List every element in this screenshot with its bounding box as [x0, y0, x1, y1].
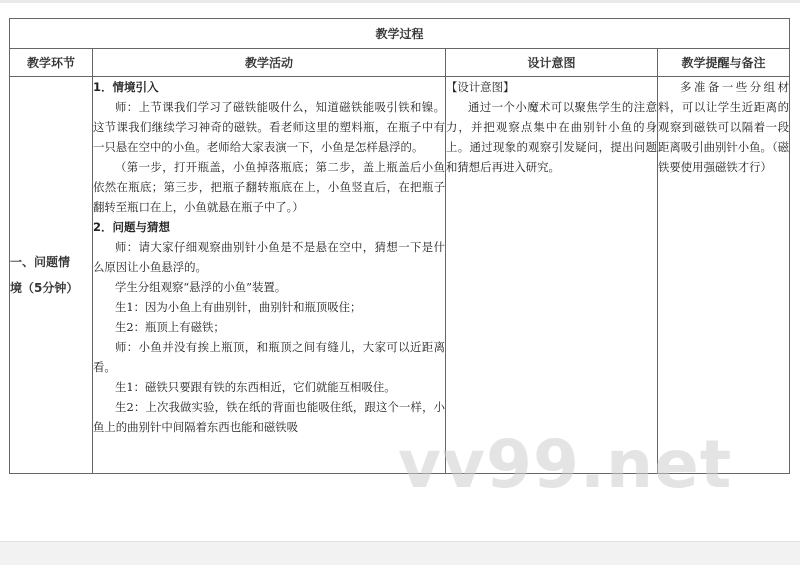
- watermark: vv99.net: [398, 426, 733, 503]
- stage-name-line1: 一、问题情: [10, 255, 71, 269]
- header-stage: 教学环节: [10, 49, 93, 77]
- activity-paragraph: 师：小鱼并没有挨上瓶顶，和瓶顶之间有缝儿，大家可以近距离看。: [93, 340, 445, 374]
- header-notes: 教学提醒与备注: [658, 49, 790, 77]
- activity-paragraph: 师：请大家仔细观察曲别针小鱼是不是悬在空中，猜想一下是什么原因让小鱼悬浮的。: [93, 240, 445, 274]
- intent-cell: [446, 77, 658, 474]
- activity-cell: [93, 77, 446, 474]
- stage-name-line2: 境（5分钟）: [10, 281, 79, 295]
- activity-paragraph: 师：上节课我们学习了磁铁能吸什么，知道磁铁能吸引铁和镍。这节课我们继续学习神奇的磁铁。看老师这里的塑料瓶，在瓶子中有一只悬在空中的小鱼。老师给大家表演一下，小鱼是怎样悬浮的。: [93, 100, 445, 154]
- activity-paragraph: （第一步，打开瓶盖，小鱼掉落瓶底；第二步，盖上瓶盖后小鱼依然在瓶底；第三步，把瓶子翻转瓶底在上，小鱼竖直后，在把瓶子翻转至瓶口在上，小鱼就悬在瓶子中了。）: [93, 160, 445, 214]
- activity-paragraph: 生1：因为小鱼上有曲别针，曲别针和瓶顶吸住；: [115, 300, 362, 314]
- activity-paragraph: 生2：瓶顶上有磁铁；: [115, 320, 225, 334]
- activity-heading-1: 1．情境引入: [93, 80, 159, 94]
- activity-heading-2: 2．问题与猜想: [93, 220, 171, 234]
- activity-paragraph: 生1：磁铁只要跟有铁的东西相近，它们就能互相吸住。: [115, 380, 396, 394]
- notes-text: 多准备一些分组材料，可以让学生近距离的观察到磁铁可以隔着一段距离吸引曲别针小鱼。（磁铁要使用强磁铁才行）: [658, 80, 790, 174]
- page-bottom-bar: [0, 541, 800, 565]
- teaching-process-table: [9, 18, 790, 474]
- activity-paragraph: 生2：上次我做实验，铁在纸的背面也能吸住纸，跟这个一样，小鱼上的曲别针中间隔着东西也能和磁铁吸: [93, 400, 445, 434]
- stage-cell: [10, 77, 93, 474]
- activity-paragraph: 学生分组观察“悬浮的小鱼”装置。: [115, 280, 287, 294]
- intent-label: 【设计意图】: [446, 80, 515, 94]
- intent-text: 通过一个小魔术可以聚焦学生的注意力，并把观察点集中在曲别针小鱼的身上。通过现象的观察引发疑问，提出问题和猜想后再进入研究。: [446, 100, 657, 174]
- notes-cell: [658, 77, 790, 474]
- header-intent: 设计意图: [446, 49, 658, 77]
- page-top-edge: [0, 0, 800, 3]
- table-title: 教学过程: [10, 19, 790, 49]
- header-activity: 教学活动: [93, 49, 446, 77]
